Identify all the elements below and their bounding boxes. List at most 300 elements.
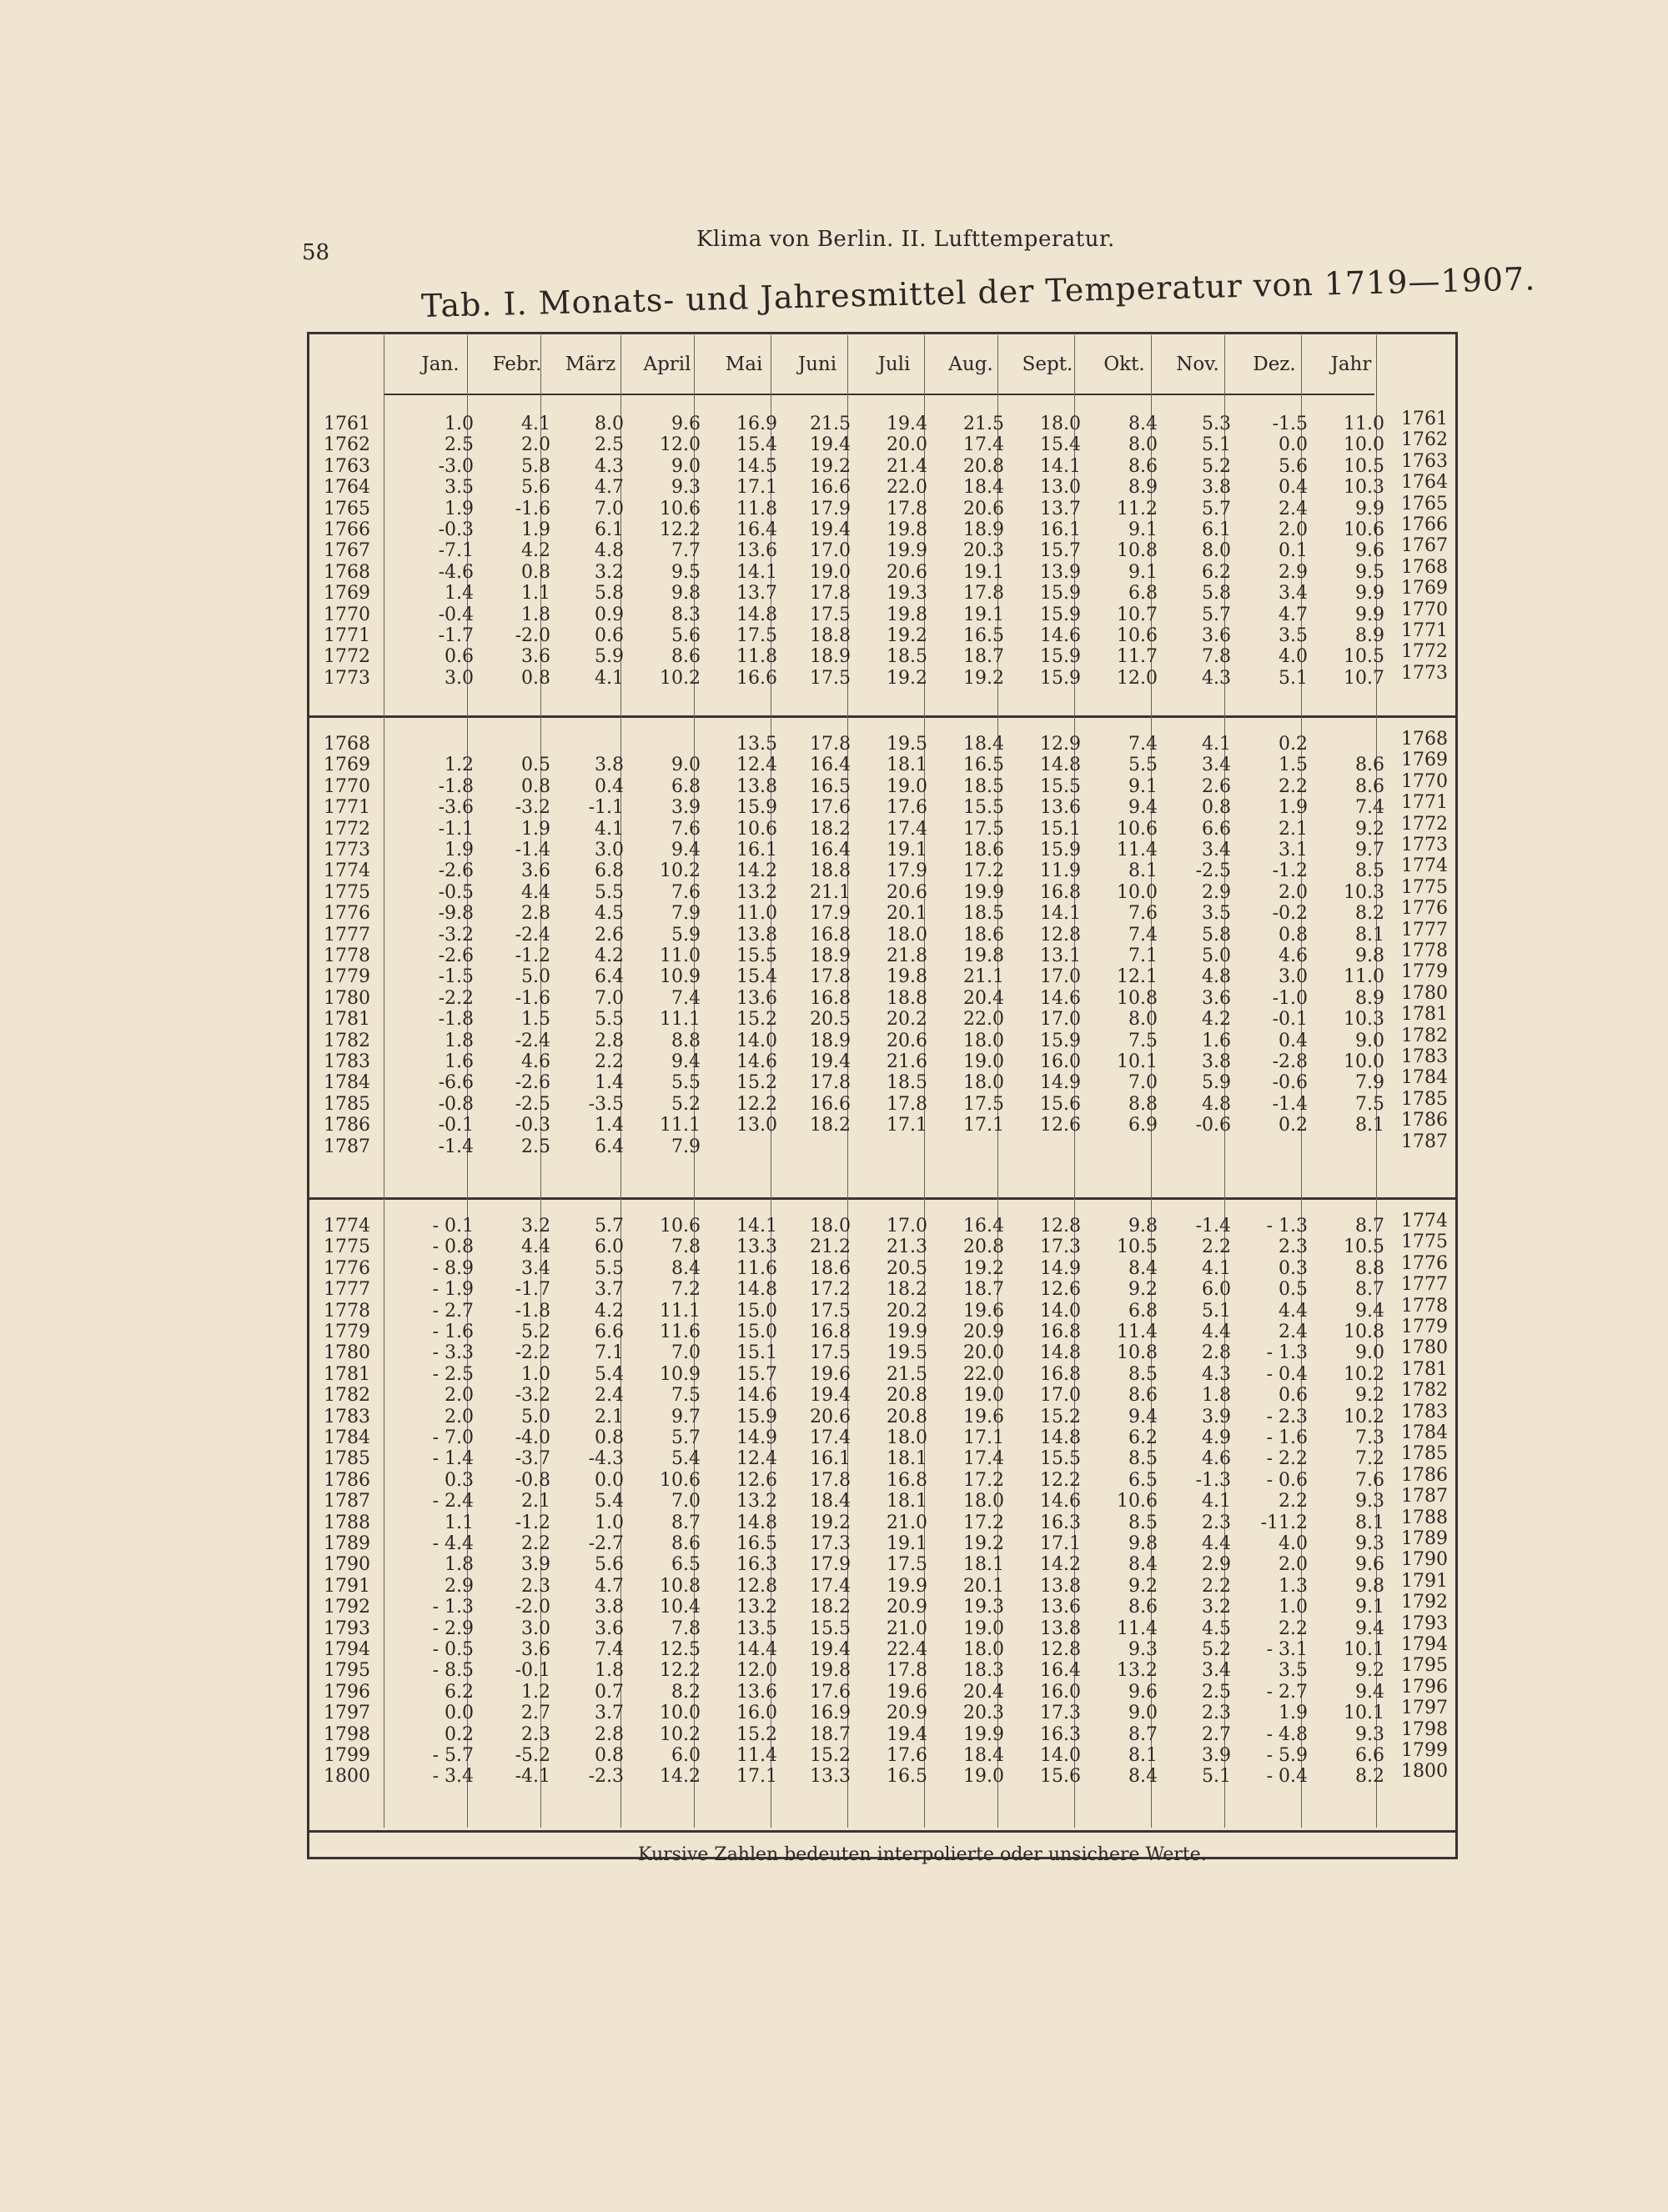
table-cell: 0.8	[595, 1745, 624, 1766]
table-cell: 13.2	[736, 881, 777, 903]
table-cell: 11.8	[736, 646, 777, 668]
table-cell: 17.8	[810, 1072, 851, 1094]
table-cell: 20.0	[963, 1342, 1004, 1364]
table-cell: 17.9	[810, 498, 851, 519]
row-year-right: 1795	[1401, 1655, 1448, 1677]
table-cell: 11.0	[1344, 966, 1384, 988]
table-cell: 13.6	[1040, 797, 1081, 819]
table-cell: 17.5	[810, 1342, 851, 1364]
table-cell: 20.5	[887, 1257, 927, 1279]
table-cell: 19.5	[887, 1342, 927, 1364]
row-year-right: 1790	[1401, 1549, 1448, 1571]
table-cell: 3.2	[521, 1216, 550, 1236]
row-year-right: 1786	[1401, 1464, 1448, 1486]
row-year: 1779	[324, 966, 370, 988]
table-cell: 18.0	[963, 1030, 1004, 1051]
table-cell: 2.2	[1279, 775, 1308, 797]
table-cell: 9.8	[1128, 1533, 1158, 1554]
table-cell: -1.2	[1272, 860, 1308, 882]
table-cell: 2.2	[1279, 1491, 1308, 1512]
table-cell: 4.9	[1202, 1427, 1231, 1448]
table-cell: 15.9	[1040, 1030, 1081, 1051]
table-cell: 21.0	[887, 1512, 927, 1533]
row-year-right: 1789	[1401, 1528, 1448, 1549]
table-cell: 2.9	[445, 1575, 474, 1597]
table-cell: 8.1	[1355, 924, 1384, 945]
table-cell: 17.6	[810, 1681, 851, 1703]
table-cell: 2.4	[1279, 1322, 1308, 1342]
table-cell: 14.1	[736, 1216, 777, 1236]
table-cell: 20.9	[887, 1703, 927, 1724]
table-cell: 10.6	[1117, 818, 1158, 840]
table-cell: 15.9	[1040, 583, 1081, 604]
column-header: Febr.	[492, 354, 542, 375]
table-cell: 7.4	[595, 1639, 624, 1660]
column-header: April	[643, 354, 691, 375]
table-cell: 1.1	[445, 1512, 474, 1533]
table-cell: 9.1	[1355, 1597, 1384, 1618]
table-cell: 17.5	[810, 667, 851, 689]
table-cell: 7.4	[1128, 924, 1158, 945]
table-cell: 18.3	[963, 1660, 1004, 1682]
table-cell: 21.1	[810, 881, 851, 903]
table-cell: 8.4	[1128, 414, 1158, 434]
row-year-right: 1778	[1401, 1295, 1448, 1317]
table-cell: 19.0	[963, 1051, 1004, 1072]
table-cell: 5.4	[671, 1448, 701, 1470]
table-cell: 11.4	[1117, 1618, 1158, 1639]
table-cell: - 2.2	[1266, 1448, 1308, 1470]
table-cell: 9.9	[1355, 498, 1384, 519]
table-cell: 1.4	[595, 1115, 624, 1136]
table-cell: 10.8	[1117, 540, 1158, 562]
table-cell: 8.9	[1355, 625, 1384, 646]
table-cell: 4.5	[1202, 1618, 1231, 1639]
table-cell: 7.5	[671, 1385, 701, 1407]
table-cell: 4.2	[1202, 1009, 1231, 1031]
table-cell: 15.2	[1040, 1406, 1081, 1427]
table-cell: -0.5	[438, 881, 474, 903]
table-cell: 9.3	[671, 477, 701, 499]
row-year-right: 1798	[1401, 1718, 1448, 1740]
table-cell: 16.0	[1040, 1681, 1081, 1703]
table-cell: 4.3	[595, 455, 624, 477]
table-cell: 8.4	[1128, 1554, 1158, 1576]
table-cell: 16.8	[1040, 1363, 1081, 1385]
row-year-right: 1780	[1401, 1337, 1448, 1359]
table-cell: 13.5	[736, 734, 777, 755]
table-cell: -1.1	[588, 797, 624, 819]
table-cell: 6.6	[1355, 1745, 1384, 1766]
table-cell: 20.6	[810, 1406, 851, 1427]
table-cell: 3.0	[595, 840, 624, 860]
table-cell: 3.4	[1202, 840, 1231, 860]
row-year-right: 1773	[1401, 835, 1448, 855]
row-year: 1787	[324, 1136, 370, 1157]
table-cell: 12.2	[660, 519, 701, 540]
table-cell: 3.7	[595, 1279, 624, 1301]
table-cell: 9.3	[1355, 1491, 1384, 1512]
table-cell: 8.1	[1128, 860, 1158, 882]
table-cell: 0.4	[595, 775, 624, 797]
table-cell: 0.4	[1279, 477, 1308, 499]
table-cell: 12.8	[1040, 1639, 1081, 1660]
row-year: 1778	[324, 1300, 370, 1322]
table-cell: 17.3	[1040, 1703, 1081, 1724]
table-cell: 13.5	[736, 1618, 777, 1639]
table-cell: 17.2	[963, 860, 1004, 882]
column-header: Jan.	[421, 354, 460, 375]
table-cell: 19.9	[887, 1575, 927, 1597]
table-cell: 17.8	[963, 583, 1004, 604]
table-cell: 0.8	[1279, 924, 1308, 945]
table-cell: 21.5	[887, 1363, 927, 1385]
table-cell: 8.6	[671, 646, 701, 668]
table-cell: 12.5	[660, 1639, 701, 1660]
table-cell: 9.0	[1355, 1342, 1384, 1364]
table-cell: 16.4	[736, 519, 777, 540]
table-cell: 3.5	[1202, 903, 1231, 925]
table-cell: -0.3	[515, 1115, 550, 1136]
table-cell: 2.8	[595, 1030, 624, 1051]
table-cell: -3.7	[515, 1448, 550, 1470]
table-cell: 9.2	[1355, 1385, 1384, 1407]
table-cell: 12.8	[736, 1575, 777, 1597]
table-cell: 6.0	[1202, 1279, 1231, 1301]
table-cell: 8.2	[1355, 903, 1384, 925]
table-cell: 16.8	[810, 924, 851, 945]
table-cell: 17.5	[963, 1093, 1004, 1115]
table-cell: - 3.1	[1266, 1639, 1308, 1660]
table-cell: 1.9	[445, 840, 474, 860]
table-cell: 17.5	[887, 1554, 927, 1576]
row-year: 1768	[324, 561, 370, 583]
table-cell: 15.1	[1040, 818, 1081, 840]
table-cell: 13.3	[810, 1766, 851, 1788]
table-cell: 3.7	[595, 1703, 624, 1724]
table-cell: 8.0	[1128, 434, 1158, 456]
table-cell: 18.4	[963, 477, 1004, 499]
table-cell: 19.4	[810, 1051, 851, 1072]
row-year-right: 1770	[1401, 770, 1448, 792]
table-cell: 19.4	[810, 1385, 851, 1407]
table-cell: 11.4	[1117, 840, 1158, 860]
row-year-right: 1797	[1401, 1698, 1448, 1719]
table-cell: 5.0	[1202, 945, 1231, 966]
table-cell: 0.0	[445, 1703, 474, 1724]
table-cell: 17.0	[887, 1216, 927, 1236]
table-cell: 9.4	[671, 840, 701, 860]
table-cell: 8.5	[1128, 1448, 1158, 1470]
table-cell: 19.2	[887, 667, 927, 689]
table-cell: 19.1	[887, 840, 927, 860]
row-year: 1777	[324, 1279, 370, 1301]
table-cell: 4.6	[1202, 1448, 1231, 1470]
table-cell: 16.6	[736, 667, 777, 689]
table-cell: 8.6	[671, 1533, 701, 1554]
table-cell: 14.8	[736, 604, 777, 625]
table-cell: 14.6	[1040, 1491, 1081, 1512]
table-cell: - 2.3	[1266, 1406, 1308, 1427]
table-cell: 11.4	[1117, 1322, 1158, 1342]
table-cell: 13.2	[736, 1597, 777, 1618]
table-cell: 2.8	[595, 1723, 624, 1745]
table-cell: 1.1	[521, 583, 550, 604]
table-cell: 9.9	[1355, 604, 1384, 625]
table-cell: 18.0	[963, 1072, 1004, 1094]
table-cell: 19.2	[810, 455, 851, 477]
table-cell: - 0.8	[432, 1236, 474, 1258]
table-cell: -5.2	[515, 1745, 550, 1766]
table-cell: 8.9	[1355, 987, 1384, 1009]
table-cell: 17.5	[810, 1300, 851, 1322]
table-cell: 10.6	[1117, 1491, 1158, 1512]
row-year: 1775	[324, 1236, 370, 1258]
table-cell: 2.6	[1202, 775, 1231, 797]
table-cell: 5.5	[1128, 755, 1158, 776]
table-cell: 14.9	[1040, 1257, 1081, 1279]
table-cell: - 0.6	[1266, 1469, 1308, 1491]
table-cell: 12.4	[736, 755, 777, 776]
row-year-right: 1769	[1401, 750, 1448, 771]
table-cell: 7.5	[1355, 1093, 1384, 1115]
table-cell: 9.8	[1355, 1575, 1384, 1597]
table-cell: 14.8	[1040, 1427, 1081, 1448]
table-cell: 9.4	[1128, 1406, 1158, 1427]
table-cell: 7.6	[1128, 903, 1158, 925]
table-cell: 17.8	[887, 1660, 927, 1682]
table-cell: 20.5	[810, 1009, 851, 1031]
table-cell: 0.2	[445, 1723, 474, 1745]
row-year: 1776	[324, 1257, 370, 1279]
row-year-right: 1781	[1401, 1358, 1448, 1380]
table-cell: 3.2	[595, 561, 624, 583]
table-cell: 19.3	[887, 583, 927, 604]
row-year-right: 1771	[1401, 620, 1448, 641]
table-cell: 10.9	[660, 1363, 701, 1385]
table-cell: 8.5	[1128, 1363, 1158, 1385]
table-cell: 5.7	[1202, 498, 1231, 519]
table-cell: 14.6	[736, 1051, 777, 1072]
table-cell: 6.5	[671, 1554, 701, 1576]
table-cell: 8.8	[1355, 1257, 1384, 1279]
table-cell: 8.6	[1355, 755, 1384, 776]
header-rule	[384, 394, 1374, 395]
table-cell: 17.8	[887, 1093, 927, 1115]
row-year-right: 1781	[1401, 1004, 1448, 1026]
table-cell: 17.3	[1040, 1236, 1081, 1258]
table-cell: 18.5	[963, 775, 1004, 797]
table-cell: 1.9	[1279, 1703, 1308, 1724]
table-cell: 17.8	[810, 734, 851, 755]
table-cell: 3.8	[1202, 1051, 1231, 1072]
table-cell: -0.1	[515, 1660, 550, 1682]
table-cell: 7.0	[595, 987, 624, 1009]
table-cell: 4.7	[595, 1575, 624, 1597]
table-cell: 11.1	[660, 1300, 701, 1322]
table-cell: 20.6	[887, 561, 927, 583]
table-cell: 14.6	[1040, 987, 1081, 1009]
row-year-right: 1767	[1401, 535, 1448, 557]
row-year: 1774	[324, 860, 370, 882]
row-year: 1783	[324, 1051, 370, 1072]
row-year: 1784	[324, 1072, 370, 1094]
table-cell: 16.4	[810, 755, 851, 776]
table-cell: 19.2	[810, 1512, 851, 1533]
table-cell: 4.2	[521, 540, 550, 562]
table-cell: 15.5	[1040, 775, 1081, 797]
table-cell: 15.5	[1040, 1448, 1081, 1470]
table-cell: -1.4	[515, 840, 550, 860]
table-cell: 15.7	[736, 1363, 777, 1385]
table-cell: 10.7	[1117, 604, 1158, 625]
table-cell: 15.7	[1040, 540, 1081, 562]
row-year-right: 1772	[1401, 641, 1448, 663]
table-cell: 20.8	[887, 1385, 927, 1407]
table-cell: 10.0	[1344, 1051, 1384, 1072]
table-cell: 9.8	[1128, 1216, 1158, 1236]
table-cell: 0.8	[1202, 797, 1231, 819]
table-cell: 12.2	[736, 1093, 777, 1115]
table-cell: 2.5	[521, 1136, 550, 1157]
table-cell: 4.5	[595, 903, 624, 925]
table-cell: 5.6	[595, 1554, 624, 1576]
table-cell: 5.1	[1202, 1300, 1231, 1322]
table-cell: 8.6	[1128, 1597, 1158, 1618]
table-cell: 4.4	[521, 881, 550, 903]
table-cell: 2.8	[521, 903, 550, 925]
table-cell: 10.3	[1344, 1009, 1384, 1031]
table-cell: -1.5	[1272, 414, 1308, 434]
table-cell: 10.1	[1117, 1051, 1158, 1072]
table-cell: 8.4	[671, 1257, 701, 1279]
table-cell: - 4.4	[432, 1533, 474, 1554]
table-cell: 15.0	[736, 1300, 777, 1322]
table-cell: 6.8	[1128, 583, 1158, 604]
table-cell: 15.2	[736, 1072, 777, 1094]
row-year-right: 1773	[1401, 662, 1448, 684]
table-cell: 9.0	[671, 755, 701, 776]
table-cell: 4.4	[1202, 1533, 1231, 1554]
table-cell: 4.8	[1202, 1093, 1231, 1115]
table-cell: 4.1	[521, 414, 550, 434]
table-cell: 2.7	[521, 1703, 550, 1724]
table-cell: 15.2	[810, 1745, 851, 1766]
row-year-right: 1761	[1401, 409, 1448, 429]
table-cell: 2.6	[595, 924, 624, 945]
table-cell: 5.6	[1279, 455, 1308, 477]
table-cell: 9.1	[1128, 775, 1158, 797]
table-cell: 5.5	[595, 881, 624, 903]
row-year-right: 1765	[1401, 493, 1448, 514]
table-cell: 19.2	[963, 1257, 1004, 1279]
table-cell: -2.6	[438, 860, 474, 882]
table-cell: 22.0	[963, 1009, 1004, 1031]
table-cell: -3.2	[515, 797, 550, 819]
row-year: 1771	[324, 797, 370, 819]
table-cell: 19.6	[887, 1681, 927, 1703]
table-cell: - 0.4	[1266, 1363, 1308, 1385]
table-cell: 17.6	[810, 797, 851, 819]
table-cell: - 1.3	[1266, 1216, 1308, 1236]
table-cell: 19.8	[887, 519, 927, 540]
row-year: 1796	[324, 1681, 370, 1703]
table-cell: 19.2	[963, 1533, 1004, 1554]
table-cell: 16.4	[810, 840, 851, 860]
table-cell: 8.0	[1128, 1009, 1158, 1031]
table-cell: 1.8	[1202, 1385, 1231, 1407]
table-cell: 13.1	[1040, 945, 1081, 966]
table-cell: 3.5	[445, 477, 474, 499]
table-cell: 17.0	[1040, 1009, 1081, 1031]
table-cell: -1.5	[438, 966, 474, 988]
table-cell: -7.1	[438, 540, 474, 562]
table-cell: 16.1	[1040, 519, 1081, 540]
table-cell: 8.1	[1355, 1115, 1384, 1136]
table-cell: 0.8	[595, 1427, 624, 1448]
table-cell: 18.8	[810, 860, 851, 882]
table-cell: 0.6	[595, 625, 624, 646]
table-cell: 16.5	[736, 1533, 777, 1554]
table-cell: 15.4	[736, 434, 777, 456]
table-cell: 5.4	[595, 1491, 624, 1512]
table-cell: 2.0	[445, 1385, 474, 1407]
table-cell: 3.4	[1202, 755, 1231, 776]
row-year-right: 1783	[1401, 1401, 1448, 1422]
row-year: 1783	[324, 1406, 370, 1427]
table-cell: 2.3	[1202, 1703, 1231, 1724]
table-cell: -3.5	[588, 1093, 624, 1115]
table-cell: 7.6	[1355, 1469, 1384, 1491]
table-cell: -3.6	[438, 797, 474, 819]
table-cell: 15.9	[1040, 840, 1081, 860]
table-cell: 12.2	[660, 1660, 701, 1682]
row-year-right: 1800	[1401, 1761, 1448, 1783]
row-year-right: 1770	[1401, 599, 1448, 620]
table-cell: 16.4	[1040, 1660, 1081, 1682]
table-cell: 20.2	[887, 1009, 927, 1031]
row-year-right: 1792	[1401, 1592, 1448, 1613]
row-year-right: 1772	[1401, 813, 1448, 835]
row-year: 1792	[324, 1597, 370, 1618]
table-cell: 13.8	[1040, 1575, 1081, 1597]
table-cell: 10.6	[1117, 625, 1158, 646]
table-cell: 20.8	[963, 455, 1004, 477]
table-cell: 4.3	[1202, 667, 1231, 689]
table-cell: 2.0	[521, 434, 550, 456]
table-cell: 7.8	[671, 1236, 701, 1258]
table-cell: - 8.9	[432, 1257, 474, 1279]
table-cell: 1.5	[521, 1009, 550, 1031]
table-cell: 16.3	[1040, 1512, 1081, 1533]
table-cell: 5.8	[1202, 924, 1231, 945]
table-cell: 0.5	[1279, 1279, 1308, 1301]
row-year-right: 1776	[1401, 1252, 1448, 1274]
table-cell: 17.5	[810, 604, 851, 625]
table-cell: 8.7	[1355, 1216, 1384, 1236]
table-cell: 3.5	[1279, 1660, 1308, 1682]
table-cell: 15.9	[736, 797, 777, 819]
table-cell: 9.8	[671, 583, 701, 604]
table-cell: 2.0	[1279, 1554, 1308, 1576]
row-year-right: 1785	[1401, 1443, 1448, 1465]
row-year-right: 1777	[1401, 1274, 1448, 1296]
table-cell: 7.2	[671, 1279, 701, 1301]
row-year-right: 1776	[1401, 898, 1448, 920]
table-cell: - 1.6	[1266, 1427, 1308, 1448]
column-header: Jahr	[1330, 354, 1372, 375]
table-cell: 2.2	[1202, 1575, 1231, 1597]
